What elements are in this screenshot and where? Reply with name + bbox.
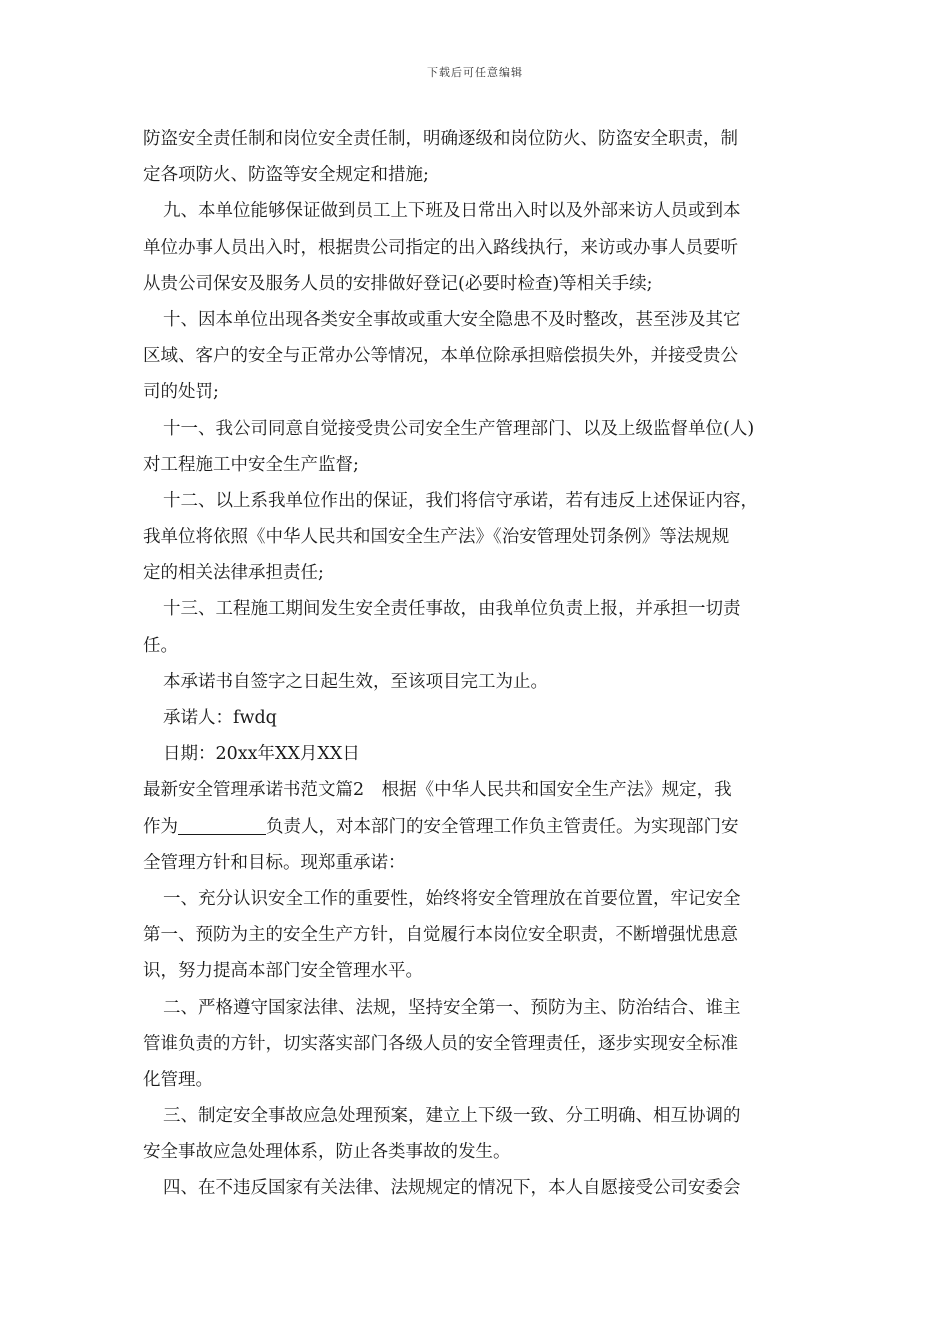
text-line: 对工程施工中安全生产监督; xyxy=(143,454,359,475)
text-fragment: 负责人，对本部门的安全管理工作负主管责任。为实现部门安 xyxy=(266,816,739,837)
pledge-4: 四、在不违反国家有关法律、法规规定的情况下，本人自愿接受公司安委会 xyxy=(163,1178,741,1199)
text-line: 化管理。 xyxy=(143,1069,213,1090)
clause-12: 十二、以上系我单位作出的保证，我们将信守承诺，若有违反上述保证内容， xyxy=(163,490,758,511)
pledge-3: 三、制定安全事故应急处理预案，建立上下级一致、分工明确、相互协调的 xyxy=(163,1106,741,1127)
text-line: 区域、客户的安全与正常办公等情况，本单位除承担赔偿损失外，并接受贵公 xyxy=(143,346,738,367)
text-line: 识，努力提高本部门安全管理水平。 xyxy=(143,961,423,982)
document-body xyxy=(143,121,815,1207)
text-line-with-blank xyxy=(143,809,815,845)
text-line: 全管理方针和目标。现郑重承诺： xyxy=(143,852,406,873)
pledge-1: 一、充分认识安全工作的重要性，始终将安全管理放在首要位置，牢记安全 xyxy=(163,888,741,909)
text-line: 单位办事人员出入时，根据贵公司指定的出入路线执行，来访或办事人员要听 xyxy=(143,237,738,258)
text-line: 任。 xyxy=(143,635,178,656)
text-line: 我单位将依照《中华人民共和国安全生产法》《治安管理处罚条例》等法规规 xyxy=(143,527,730,548)
text-line: 定各项防火、防盗等安全规定和措施; xyxy=(143,165,429,186)
page-header-note: 下载后可任意编辑 xyxy=(427,66,523,79)
pledge-2: 二、严格遵守国家法律、法规，坚持安全第一、预防为主、防治结合、谁主 xyxy=(163,997,741,1018)
clause-11: 十一、我公司同意自觉接受贵公司安全生产管理部门、以及上级监督单位(人) xyxy=(163,418,755,439)
signatory-line: 承诺人：fwdq xyxy=(163,708,277,728)
text-line: 管谁负责的方针，切实落实部门各级人员的安全管理责任，逐步实现安全标准 xyxy=(143,1033,738,1054)
effective-statement: 本承诺书自签字之日起生效，至该项目完工为止。 xyxy=(163,671,548,692)
date-line: 日期：20xx年XX月XX日 xyxy=(163,744,360,765)
text-line: 第一、预防为主的安全生产方针，自觉履行本岗位安全职责，不断增强忧患意 xyxy=(143,925,738,946)
text-line: 司的处罚; xyxy=(143,382,219,403)
clause-13: 十三、工程施工期间发生安全责任事故，由我单位负责上报，并承担一切责 xyxy=(163,599,741,620)
text-fragment: 作为 xyxy=(143,816,178,837)
text-line: 防盗安全责任制和岗位安全责任制，明确逐级和岗位防火、防盗安全职责，制 xyxy=(143,129,738,149)
clause-10: 十、因本单位出现各类安全事故或重大安全隐患不及时整改，甚至涉及其它 xyxy=(163,309,741,330)
fill-in-blank xyxy=(178,812,266,835)
text-line: 定的相关法律承担责任; xyxy=(143,563,324,584)
text-line: 从贵公司保安及服务人员的安排做好登记(必要时检查)等相关手续; xyxy=(143,273,653,294)
text-line: 安全事故应急处理体系，防止各类事故的发生。 xyxy=(143,1142,511,1163)
section-2-heading: 最新安全管理承诺书范文篇2 根据《中华人民共和国安全生产法》规定，我 xyxy=(143,780,732,801)
clause-9: 九、本单位能够保证做到员工上下班及日常出入时以及外部来访人员或到本 xyxy=(163,201,741,222)
